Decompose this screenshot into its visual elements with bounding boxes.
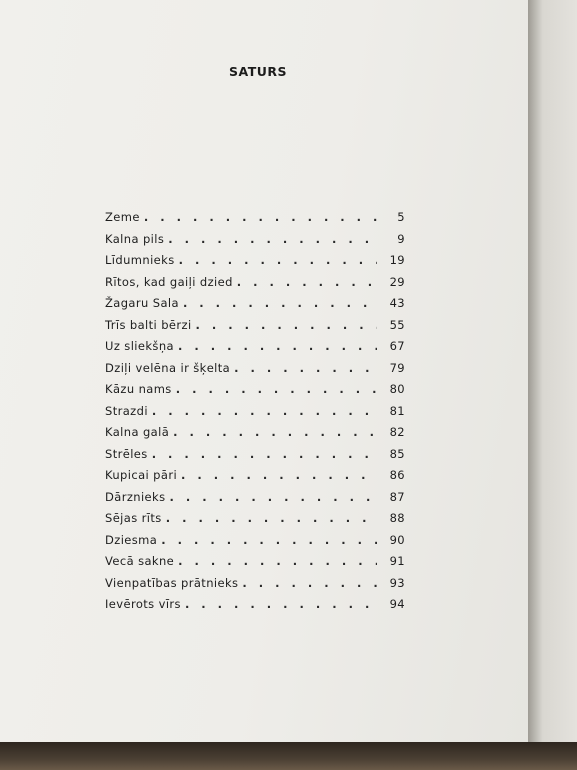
toc-entry — [105, 361, 405, 383]
dot-leader — [152, 447, 377, 461]
toc-entry-page-number: 29 — [389, 274, 405, 289]
toc-entry-page-number: 5 — [397, 210, 405, 224]
page-title: SATURS — [228, 64, 287, 79]
toc-entry-page-number: 81 — [389, 403, 405, 418]
dot-leader — [178, 554, 377, 568]
dot-leader — [234, 361, 377, 375]
toc-entry — [105, 382, 405, 404]
toc-entry-page-number: 87 — [389, 489, 405, 504]
toc-entry-page-number: 67 — [389, 339, 405, 353]
toc-entry — [105, 275, 405, 297]
toc-entry-title: Kalna galā — [105, 425, 170, 439]
toc-entry-page-number: 79 — [389, 360, 405, 375]
toc-entry-title: Ievērots vīrs — [105, 597, 181, 611]
toc-entry-page-number: 82 — [389, 425, 405, 439]
toc-entry-title: Trīs balti bērzi — [105, 317, 192, 332]
toc-entry-page-number: 85 — [389, 446, 405, 461]
toc-entry-page-number: 43 — [389, 296, 405, 310]
toc-entry-title: Dārznieks — [105, 489, 166, 504]
dot-leader — [152, 404, 377, 418]
toc-entry-title: Zeme — [105, 210, 140, 224]
toc-entry — [105, 318, 405, 340]
dot-leader — [237, 275, 377, 289]
dot-leader — [144, 210, 377, 224]
toc-entry-page-number: 86 — [389, 468, 405, 482]
toc-entry-page-number: 19 — [389, 253, 405, 267]
dot-leader — [176, 382, 377, 396]
dot-leader — [242, 576, 377, 590]
toc-entry-title: Līdumnieks — [105, 253, 175, 267]
toc-entry — [105, 339, 405, 361]
adjacent-page-edge — [528, 0, 577, 752]
toc-entry-title: Žagaru Sala — [105, 296, 179, 310]
toc-entry-title: Kupicai pāri — [105, 468, 178, 482]
dot-leader — [181, 468, 377, 482]
dot-leader — [185, 597, 377, 611]
dot-leader — [168, 232, 377, 246]
table-of-contents — [105, 210, 405, 619]
toc-entry-page-number: 90 — [389, 532, 405, 547]
toc-entry — [105, 253, 405, 275]
toc-entry — [105, 597, 405, 619]
toc-entry — [105, 447, 405, 469]
toc-entry-title: Strēles — [105, 446, 148, 461]
dot-leader — [161, 533, 377, 547]
toc-entry — [105, 296, 405, 318]
toc-entry — [105, 533, 405, 555]
toc-entry-page-number: 88 — [389, 511, 405, 525]
toc-entry-page-number: 94 — [389, 597, 405, 611]
toc-entry-title: Uz sliekšņa — [105, 339, 174, 353]
toc-entry-title: Rītos, kad gaiļi dzied — [105, 274, 233, 289]
toc-entry-title: Dziļi velēna ir šķelta — [105, 360, 231, 375]
toc-entry-page-number: 93 — [389, 575, 405, 590]
dot-leader — [169, 490, 377, 504]
toc-entry-page-number: 91 — [389, 554, 405, 568]
toc-entry-title: Sējas rīts — [105, 511, 162, 525]
dot-leader — [173, 425, 377, 439]
toc-entry — [105, 232, 405, 254]
book-binding-edge — [0, 742, 577, 770]
toc-entry — [105, 511, 405, 533]
toc-entry-title: Strazdi — [105, 403, 148, 418]
toc-entry-title: Vecā sakne — [105, 554, 175, 568]
toc-entry-title: Vienpatības prātnieks — [105, 575, 239, 590]
toc-entry-page-number: 55 — [389, 317, 405, 332]
toc-entry-page-number: 80 — [389, 382, 405, 396]
toc-entry-title: Kāzu nams — [105, 382, 172, 396]
dot-leader — [166, 511, 377, 525]
toc-entry — [105, 404, 405, 426]
toc-entry — [105, 425, 405, 447]
toc-entry — [105, 210, 405, 232]
toc-entry — [105, 554, 405, 576]
toc-entry-title: Dziesma — [105, 532, 158, 547]
toc-entry-page-number: 9 — [397, 231, 405, 246]
toc-entry — [105, 576, 405, 598]
dot-leader — [179, 253, 377, 267]
toc-entry — [105, 468, 405, 490]
toc-entry — [105, 490, 405, 512]
dot-leader — [196, 318, 377, 332]
dot-leader — [178, 339, 377, 353]
toc-entry-title: Kalna pils — [105, 231, 165, 246]
dot-leader — [183, 296, 377, 310]
